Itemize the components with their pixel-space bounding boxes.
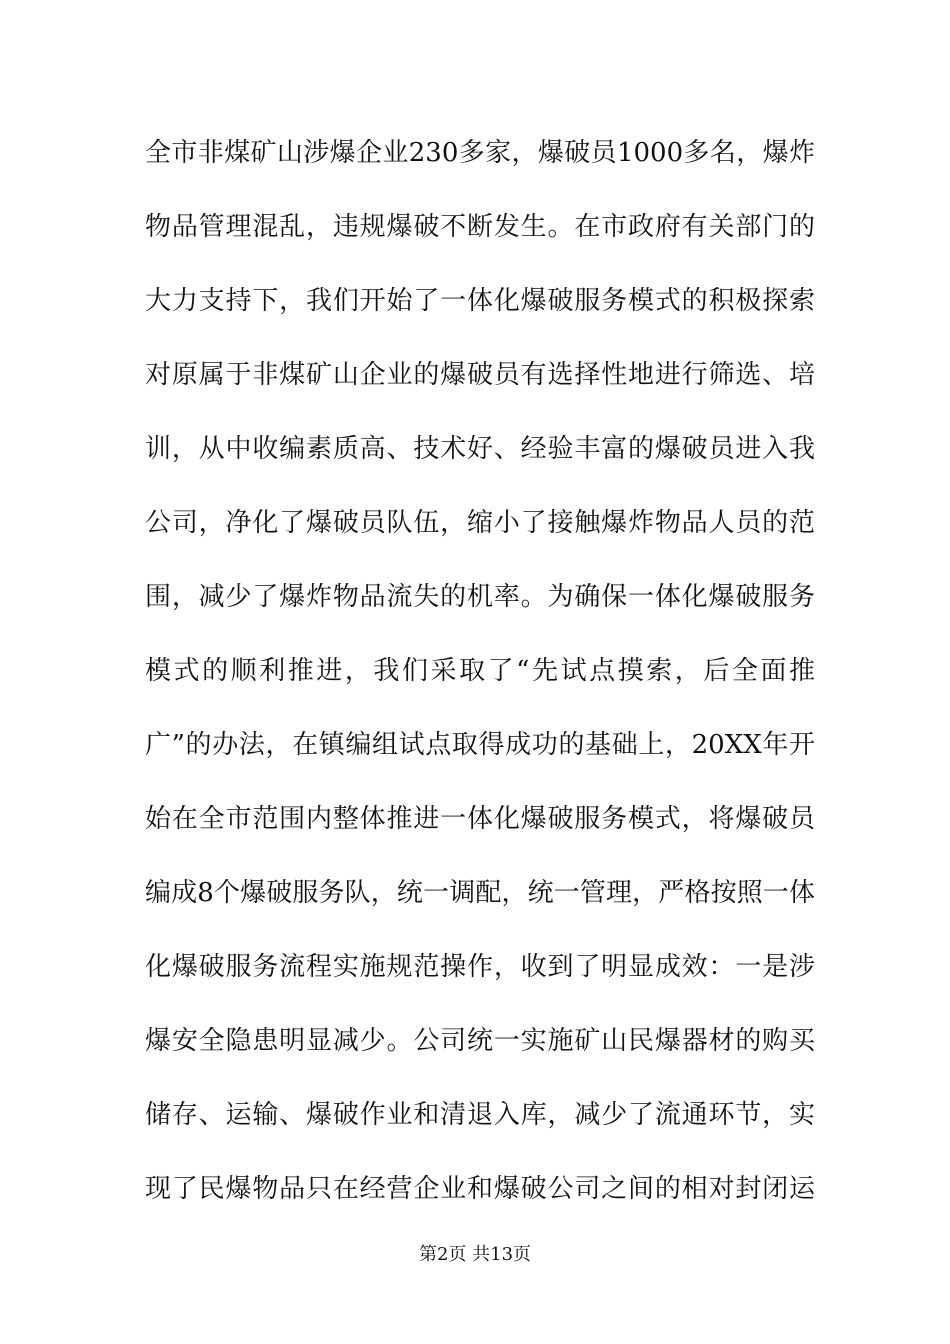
text-line: 爆安全隐患明显减少。公司统一实施矿山民爆器材的购买 [145, 1026, 815, 1056]
text-line: 化爆破服务流程实施规范操作，收到了明显成效：一是涉 [145, 952, 815, 982]
text-line: 对原属于非煤矿山企业的爆破员有选择性地进行筛选、培 [145, 360, 815, 390]
text-line: 现了民爆物品只在经营企业和爆破公司之间的相对封闭运 [145, 1174, 815, 1204]
page-footer [0, 1240, 950, 1270]
text-line: 全市非煤矿山涉爆企业230多家，爆破员1000多名，爆炸 [145, 138, 815, 168]
text-line: 编成8个爆破服务队，统一调配，统一管理，严格按照一体 [145, 878, 815, 908]
text-line: 公司，净化了爆破员队伍，缩小了接触爆炸物品人员的范 [145, 508, 815, 538]
text-line: 围，减少了爆炸物品流失的机率。为确保一体化爆破服务 [145, 582, 815, 612]
body-text [145, 128, 815, 1238]
text-line: 物品管理混乱，违规爆破不断发生。在市政府有关部门的 [145, 212, 815, 242]
text-line: 训，从中收编素质高、技术好、经验丰富的爆破员进入我 [145, 434, 815, 464]
text-line: 模式的顺利推进，我们采取了“先试点摸索，后全面推 [145, 656, 815, 686]
page-number: 第2页 共13页 [418, 1244, 532, 1265]
text-line: 广”的办法，在镇编组试点取得成功的基础上，20XX年开 [145, 730, 815, 760]
text-line: 大力支持下，我们开始了一体化爆破服务模式的积极探索 [145, 286, 815, 316]
text-line: 始在全市范围内整体推进一体化爆破服务模式，将爆破员 [145, 804, 815, 834]
text-line: 储存、运输、爆破作业和清退入库，减少了流通环节，实 [145, 1100, 815, 1130]
